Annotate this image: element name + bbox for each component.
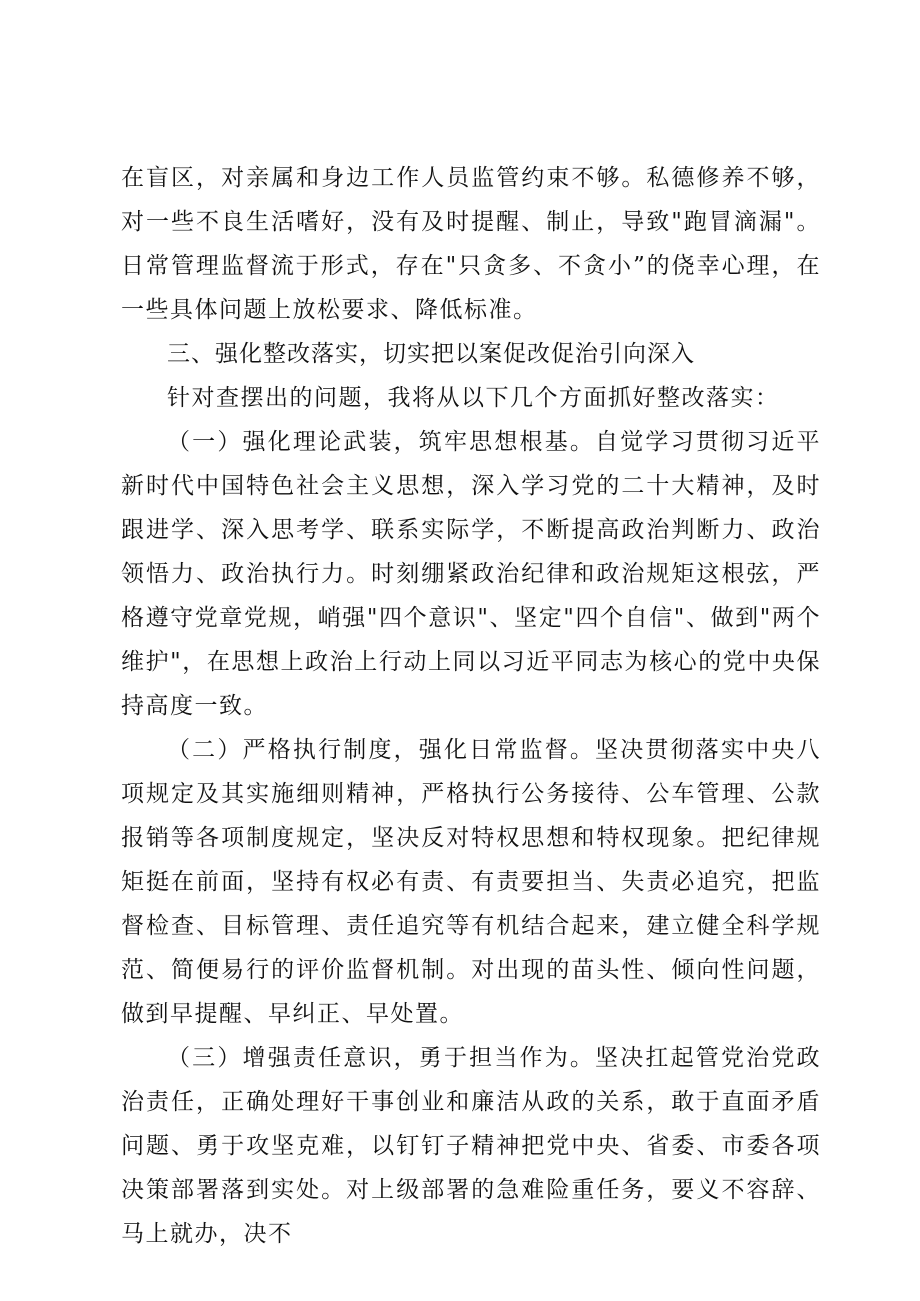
paragraph-item-1: （一）强化理论武装，筑牢思想根基。自觉学习贯彻习近平新时代中国特色社会主义思想，深入学习党的二十大精神，及时跟进学、深入思考学、联系实际学，不断提高政治判断力、政治领悟力、政治执行力。时刻绷紧政治纪律和政治规矩这根弦，严格遵守党章党规，峭强"四个意识"、坚定"四个自信"、做到"两个维护"，在思想上政治上行动上同以习近平同志为核心的党中央保持高度一致。 — [121, 429, 821, 719]
paragraph-continued: 在盲区，对亲属和身边工作人员监管约束不够。私德修养不够，对一些不良生活嗜好，没有及时提醒、制止，导致"跑冒滴漏"。日常管理监督流于形式，存在"只贪多、不贪小”的侥幸心理，在一些具体问题上放松要求、降低标准。 — [121, 165, 821, 323]
paragraph-item-2: （二）严格执行制度，强化日常监督。坚决贯彻落实中央八项规定及其实施细则精神，严格执行公务接待、公车管理、公款报销等各项制度规定，坚决反对特权思想和特权现象。把纪律规矩挺在前面，坚持有权必有责、有责要担当、失责必追究，把监督检查、目标管理、责任追究等有机结合起来，建立健全科学规范、简便易行的评价监督机制。对出现的苗头性、倾向性问题，做到早提醒、早纠正、早处置。 — [121, 737, 821, 1027]
document-body — [121, 156, 821, 1256]
paragraph-item-3: （三）增强责任意识，勇于担当作为。坚决扛起管党治党政治责任，正确处理好干事创业和廉洁从政的关系，敢于直面矛盾问题、勇于攻坚克难，以钉钉子精神把党中央、省委、市委各项决策部署落到实处。对上级部署的急难险重任务，要义不容辞、马上就办，决不 — [121, 1045, 821, 1247]
paragraph-intro: 针对查摆出的问题，我将从以下几个方面抓好整改落实： — [167, 385, 780, 411]
section-heading: 三、强化整改落实，切实把以案促改促治引向深入 — [167, 341, 695, 367]
